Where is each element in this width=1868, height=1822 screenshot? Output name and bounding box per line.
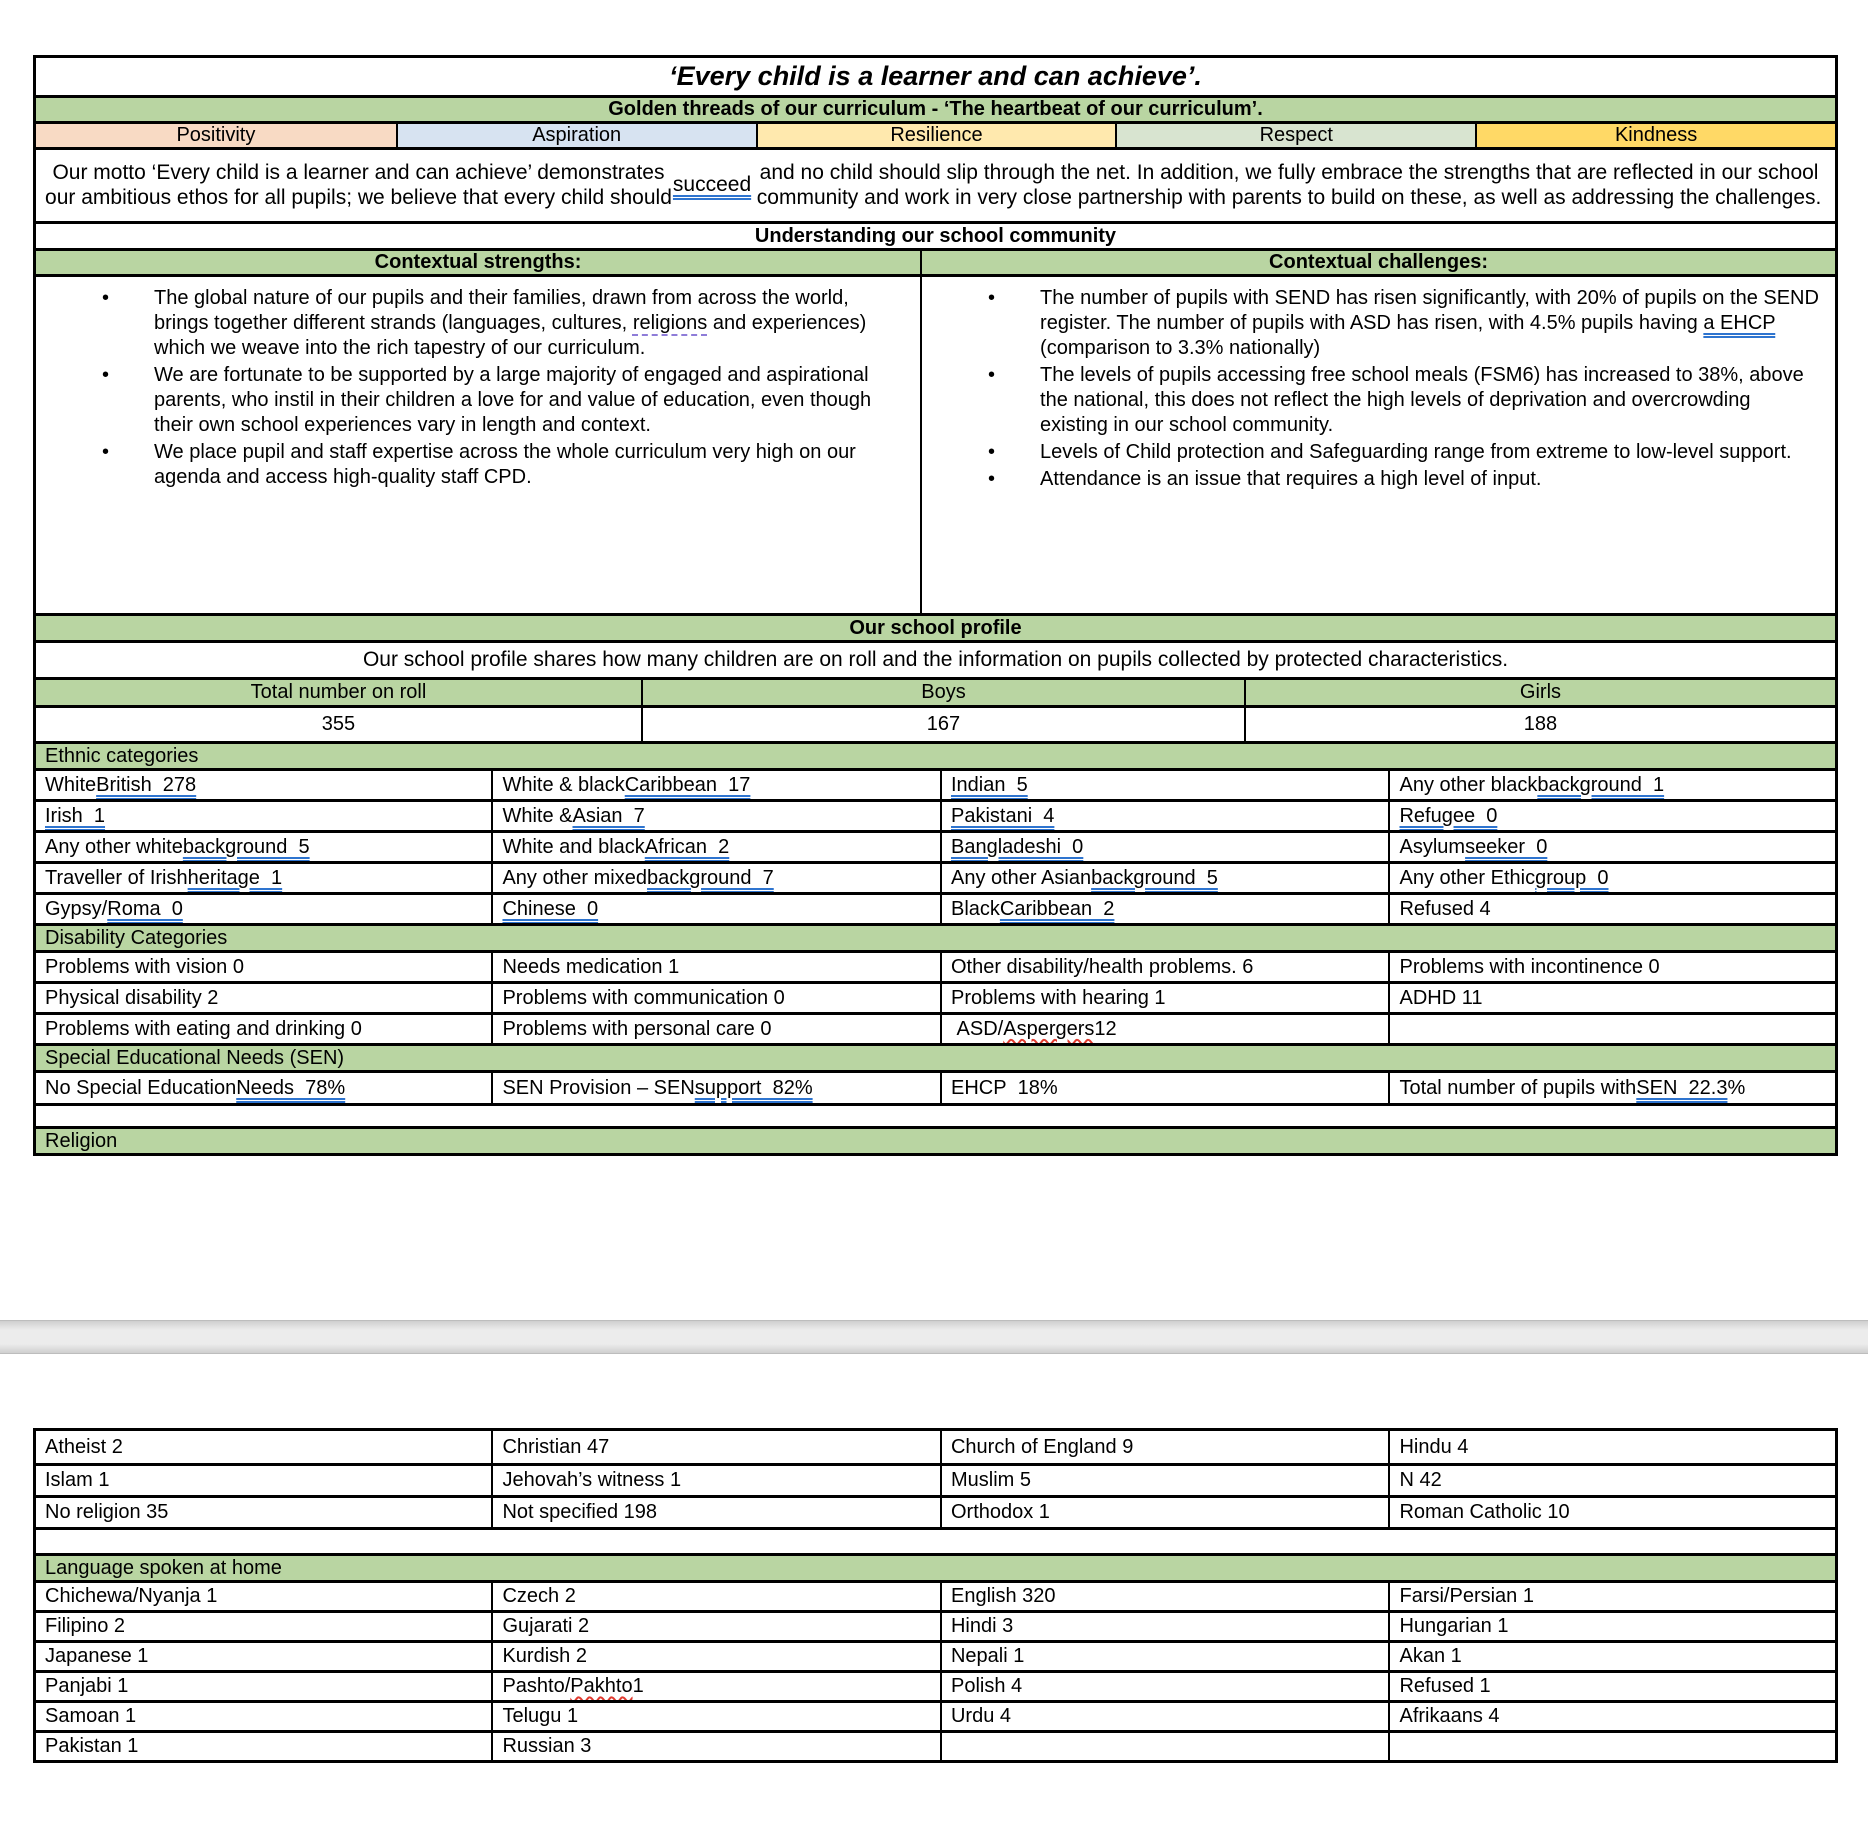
ethnic-categories-table [36, 768, 1835, 923]
table-cell: Farsi/Persian 1 [1388, 1583, 1835, 1610]
table-cell: EHCP 18% [940, 1073, 1389, 1103]
title-row [36, 58, 1835, 95]
community-section-header: Understanding our school community [36, 221, 1835, 248]
school-motto-paragraph: Our motto ‘Every child is a learner and can achieve’ demonstrates our ambitious ethos for all pupils; we believe that every child should succeed and no child should slip through the net. In addition, we fully embrace the strengths that are reflected in our school community and work in very close partnership with parents to build on these, as well as addressing the challenges. [36, 147, 1835, 221]
table-row [36, 950, 1835, 981]
roll-value-girls: 188 [1244, 708, 1835, 741]
table-cell: Gypsy/ Roma 0 [45, 897, 183, 920]
table-cell: No Special Education Needs 78% [45, 1076, 346, 1099]
document-page-1 [33, 55, 1838, 1156]
sen-header: Special Educational Needs (SEN) [36, 1043, 1835, 1070]
contextual-strengths-header: Contextual strengths: [36, 251, 920, 274]
language-table [36, 1580, 1835, 1760]
disability-categories-table [36, 950, 1835, 1043]
golden-threads-row [36, 121, 1835, 147]
table-row [36, 1495, 1835, 1527]
table-row [36, 1012, 1835, 1043]
table-cell: Kurdish 2 [491, 1643, 940, 1670]
grammar-underline: group 0 [1535, 866, 1609, 889]
table-cell: Any other Ethic group 0 [1388, 864, 1835, 892]
table-cell: Asylum seeker 0 [1388, 833, 1835, 861]
ethnic-categories-header: Ethnic categories [36, 741, 1835, 768]
table-cell: Not specified 198 [491, 1498, 940, 1527]
contextual-strengths-cell [36, 277, 920, 613]
table-cell: Roman Catholic 10 [1388, 1498, 1835, 1527]
roll-header-row [36, 677, 1835, 705]
table-cell: White & Asian 7 [491, 802, 940, 830]
table-row [36, 1640, 1835, 1670]
table-cell: Refused 1 [1388, 1673, 1835, 1700]
table-cell [36, 802, 491, 830]
table-cell: Any other white background 5 [45, 835, 310, 858]
table-cell [940, 833, 1389, 861]
table-cell: Panjabi 1 [45, 1675, 129, 1697]
thread-cell-resilience: Resilience [756, 124, 1116, 147]
contextual-challenges-header: Contextual challenges: [920, 251, 1835, 274]
grammar-underline: Refugee 0 [1399, 804, 1498, 827]
roll-header-girls: Girls [1244, 680, 1835, 705]
roll-values-row [36, 705, 1835, 741]
table-cell: Muslim 5 [940, 1466, 1389, 1495]
grammar-underline: background 7 [646, 866, 774, 889]
school-profile-header: Our school profile [36, 613, 1835, 640]
roll-header-boys: Boys [641, 680, 1244, 705]
contextual-headers-row [36, 248, 1835, 274]
disability-categories-header: Disability Categories [36, 923, 1835, 950]
table-row [36, 892, 1835, 923]
table-cell: Telugu 1 [491, 1703, 940, 1730]
thread-cell-positivity: Positivity [36, 124, 396, 147]
table-cell: Islam 1 [45, 1469, 110, 1491]
table-cell [1388, 1733, 1835, 1760]
table-cell: Polish 4 [940, 1673, 1389, 1700]
thread-cell-aspiration: Aspiration [396, 124, 756, 147]
religion-table [36, 1431, 1835, 1527]
bullet-item: • We are fortunate to be supported by a large majority of engaged and aspirational parents, who instil in their children a love for and value of education, even though their own school experiences vary in length and context. [154, 363, 908, 438]
grammar-underline: a EHCP [1703, 312, 1776, 334]
table-row [36, 981, 1835, 1012]
table-cell: Orthodox 1 [940, 1498, 1389, 1527]
table-cell: Christian 47 [491, 1431, 940, 1463]
grammar-underline: SEN 22.3 [1636, 1076, 1728, 1099]
table-cell [940, 1733, 1389, 1760]
table-cell: Nepali 1 [940, 1643, 1389, 1670]
table-row [36, 1700, 1835, 1730]
grammar-underline: Asian 7 [572, 804, 645, 827]
grammar-underline: Indian 5 [950, 773, 1028, 796]
bullet-item: • We place pupil and staff expertise across the whole curriculum very high on our agenda and access high-quality staff CPD. [154, 440, 908, 490]
table-cell: Hindi 3 [940, 1613, 1389, 1640]
table-row [36, 1431, 1835, 1463]
table-cell: ASD/ Aspergers 12 [940, 1015, 1389, 1043]
grammar-underline: Pakistani 4 [950, 804, 1055, 827]
grammar-underline: background 5 [1091, 866, 1218, 889]
table-cell: Problems with eating and drinking 0 [45, 1017, 362, 1040]
table-row [36, 1610, 1835, 1640]
table-row [36, 1670, 1835, 1700]
grammar-underline: religions [632, 312, 708, 334]
table-cell: SEN Provision – SEN support 82% [491, 1073, 940, 1103]
empty-spacer-row [36, 1527, 1835, 1553]
thread-cell-respect: Respect [1115, 124, 1475, 147]
table-cell: Jehovah’s witness 1 [491, 1466, 940, 1495]
table-cell: Problems with hearing 1 [940, 984, 1389, 1012]
table-cell: Atheist 2 [45, 1435, 123, 1458]
empty-spacer-row [36, 1103, 1835, 1126]
table-cell: Czech 2 [491, 1583, 940, 1610]
contextual-body-row [36, 274, 1835, 613]
roll-value-total: 355 [321, 713, 356, 735]
table-cell [940, 802, 1389, 830]
table-cell [1388, 1015, 1835, 1043]
table-row [36, 861, 1835, 892]
table-cell: Physical disability 2 [45, 986, 219, 1009]
table-row [36, 830, 1835, 861]
school-profile-description: Our school profile shares how many children are on roll and the information on pupils collected by protected characteristics. [36, 640, 1835, 677]
table-cell: Black Caribbean 2 [940, 895, 1389, 923]
bullet-item: • Levels of Child protection and Safeguarding range from extreme to low-level support. [1040, 440, 1823, 465]
table-cell: Problems with communication 0 [491, 984, 940, 1012]
table-cell: Traveller of Irish heritage 1 [45, 866, 283, 889]
table-row [36, 1580, 1835, 1610]
table-cell [491, 895, 940, 923]
strengths-bullet-list [36, 286, 920, 490]
table-cell: White & black Caribbean 17 [491, 771, 940, 799]
language-header: Language spoken at home [36, 1553, 1835, 1580]
bullet-item: • The global nature of our pupils and their families, drawn from across the world, brings together different strands (languages, cultures, religions and experiences) which we weave into the rich tapestry of our curriculum. [154, 286, 908, 361]
roll-header-total: Total number on roll [250, 681, 427, 703]
table-row [36, 1463, 1835, 1495]
grammar-underline: Caribbean 17 [624, 773, 751, 796]
grammar-underline: Aspergers [1003, 1017, 1095, 1040]
bullet-item: • The number of pupils with SEND has risen significantly, with 20% of pupils on the SEND register. The number of pupils with ASD has risen, with 4.5% pupils having a EHCP (comparison to 3.3% nationally) [1040, 286, 1823, 361]
table-cell: Other disability/health problems. 6 [940, 953, 1389, 981]
table-cell: Any other Asian background 5 [940, 864, 1389, 892]
table-cell: Hindu 4 [1388, 1431, 1835, 1463]
grammar-underline: support 82% [694, 1076, 813, 1099]
thread-cell-kindness: Kindness [1475, 124, 1835, 147]
challenges-bullet-list [922, 286, 1835, 492]
table-cell: Refused 4 [1388, 895, 1835, 923]
table-cell: Pakistan 1 [45, 1735, 139, 1757]
document-title: ‘Every child is a learner and can achieve’. [669, 61, 1202, 91]
bullet-item: • Attendance is an issue that requires a high level of input. [1040, 467, 1823, 492]
grammar-underline: Irish 1 [45, 804, 106, 827]
table-cell: Any other mixed background 7 [491, 864, 940, 892]
bullet-item: • The levels of pupils accessing free school meals (FSM6) has increased to 38%, above the national, this does not reflect the high levels of deprivation and overcrowding existing in our school community. [1040, 363, 1823, 438]
grammar-underline: Caribbean 2 [999, 897, 1115, 920]
table-cell: Samoan 1 [45, 1705, 137, 1727]
table-cell: ADHD 11 [1388, 984, 1835, 1012]
table-cell: White and black African 2 [491, 833, 940, 861]
page-break-band [0, 1320, 1868, 1354]
table-cell: Chichewa/Nyanja 1 [45, 1585, 218, 1607]
table-cell: Problems with personal care 0 [491, 1015, 940, 1043]
table-cell: Gujarati 2 [491, 1613, 940, 1640]
table-cell: Pashto/ Pakhto 1 [491, 1673, 940, 1700]
golden-threads-header: Golden threads of our curriculum - ‘The heartbeat of our curriculum’. [36, 95, 1835, 121]
table-cell: Russian 3 [491, 1733, 940, 1760]
religion-header: Religion [36, 1126, 1835, 1153]
grammar-underline: British 278 [96, 773, 197, 796]
table-cell: Filipino 2 [45, 1615, 126, 1637]
table-cell [1388, 802, 1835, 830]
grammar-underline: Chinese 0 [502, 897, 599, 920]
grammar-underline: succeed [672, 173, 752, 197]
table-cell [940, 771, 1389, 799]
grammar-underline: African 2 [644, 835, 730, 858]
table-cell: Problems with incontinence 0 [1388, 953, 1835, 981]
contextual-challenges-cell [920, 277, 1835, 613]
table-cell: Problems with vision 0 [45, 955, 244, 978]
grammar-underline: background 5 [182, 835, 310, 858]
roll-value-boys: 167 [641, 708, 1244, 741]
grammar-underline: background 1 [1537, 773, 1665, 796]
table-cell: Afrikaans 4 [1388, 1703, 1835, 1730]
table-cell: Akan 1 [1388, 1643, 1835, 1670]
table-cell: Hungarian 1 [1388, 1613, 1835, 1640]
document-page-2 [33, 1428, 1838, 1763]
table-cell: Needs medication 1 [491, 953, 940, 981]
table-row [36, 799, 1835, 830]
table-row [36, 1730, 1835, 1760]
table-row [36, 768, 1835, 799]
grammar-underline: Bangladeshi 0 [950, 835, 1084, 858]
grammar-underline: seeker 0 [1465, 835, 1548, 858]
table-cell: Japanese 1 [45, 1645, 149, 1667]
table-cell: Any other black background 1 [1388, 771, 1835, 799]
table-cell: White British 278 [45, 773, 197, 796]
table-cell: Urdu 4 [940, 1703, 1389, 1730]
sen-table [36, 1070, 1835, 1103]
table-cell: No religion 35 [45, 1501, 169, 1523]
table-row [36, 1070, 1835, 1103]
table-cell: Church of England 9 [940, 1431, 1389, 1463]
grammar-underline: heritage 1 [187, 866, 283, 889]
grammar-underline: Pakhto [570, 1675, 633, 1697]
grammar-underline: Needs 78% [236, 1076, 346, 1099]
grammar-underline: Roma 0 [107, 897, 183, 920]
table-cell: N 42 [1388, 1466, 1835, 1495]
table-cell: Total number of pupils with SEN 22.3 % [1388, 1073, 1835, 1103]
table-cell: English 320 [940, 1583, 1389, 1610]
